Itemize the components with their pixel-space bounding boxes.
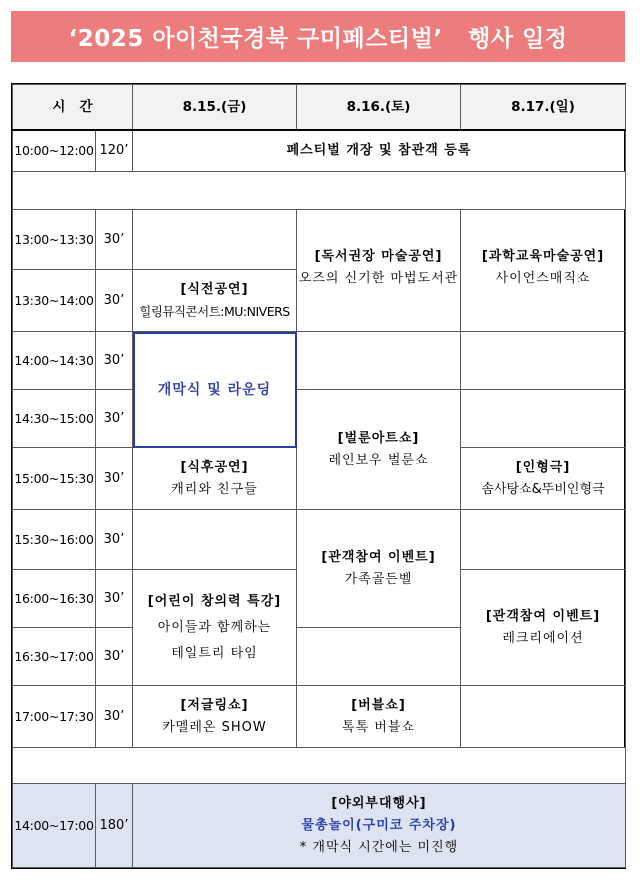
event-sat-balloon — [297, 390, 461, 510]
duration-cell: 180’ — [96, 784, 133, 868]
time-cell: 13:00~13:30 — [13, 210, 96, 270]
event-fri-pre — [133, 270, 297, 332]
time-cell: 14:00~17:00 — [13, 784, 96, 868]
time-cell: 16:30~17:00 — [13, 628, 96, 686]
duration-cell: 30’ — [96, 570, 133, 628]
event-title: [식전공연] — [180, 281, 249, 297]
event-title: [버블쇼] — [351, 697, 406, 713]
header-day-sat: 8.16.(토) — [297, 85, 461, 130]
event-desc: 힐링뮤직콘서트:MU:NIVERS — [139, 303, 290, 319]
duration-cell: 30’ — [96, 390, 133, 448]
table-row — [13, 130, 626, 172]
event-sun-participation — [461, 570, 626, 686]
page-title: ‘2025 아이천국경북 구미페스티벌’ 행사 일정 — [68, 26, 568, 52]
event-desc: 캐리와 친구들 — [171, 481, 258, 497]
opening-registration: 페스티벌 개장 및 참관객 등록 — [133, 130, 626, 172]
event-title: [관객참여 이벤트] — [321, 549, 436, 565]
empty-cell — [461, 510, 626, 570]
event-title: [관객참여 이벤트] — [485, 608, 601, 624]
separator — [13, 172, 626, 210]
event-desc: 아이들과 함께하는 — [157, 619, 272, 635]
duration-cell: 120’ — [96, 130, 133, 172]
duration-cell: 30’ — [96, 332, 133, 390]
event-sat-bubble — [297, 686, 461, 748]
empty-cell — [133, 510, 297, 570]
time-cell: 17:00~17:30 — [13, 686, 96, 748]
table-row — [13, 390, 626, 448]
event-desc: 솜사탕쇼&뚜비인형극 — [481, 481, 605, 497]
event-highlight: 물총놀이(구미코 주차장) — [301, 817, 457, 833]
event-desc: 사이언스매직쇼 — [495, 271, 591, 286]
duration-cell: 30’ — [96, 510, 133, 570]
time-cell: 14:30~15:00 — [13, 390, 96, 448]
event-desc: 톡톡 버블쇼 — [342, 719, 415, 735]
event-desc: 가족골든벨 — [344, 571, 413, 587]
event-sat-participation — [297, 510, 461, 628]
event-title: [어린이 창의력 특강] — [147, 593, 282, 609]
event-title: [인형극] — [515, 459, 571, 475]
separator-row — [13, 172, 626, 210]
empty-cell — [461, 390, 626, 448]
event-title: [식후공연] — [180, 459, 249, 475]
time-cell: 10:00~12:00 — [13, 130, 96, 172]
event-desc: 레크리에이션 — [502, 630, 584, 646]
schedule-table — [12, 84, 626, 868]
event-desc: 레인보우 벌룬쇼 — [328, 452, 429, 468]
duration-cell: 30’ — [96, 270, 133, 332]
header-row — [13, 85, 626, 130]
empty-cell — [297, 628, 461, 686]
event-sun-science — [461, 210, 626, 332]
time-cell: 13:30~14:00 — [13, 270, 96, 332]
event-title: [과학교육마술공연] — [481, 249, 605, 264]
table-row — [13, 210, 626, 270]
event-sun-puppet — [461, 448, 626, 510]
separator — [13, 748, 626, 784]
event-note: * 개막식 시간에는 미진행 — [299, 839, 459, 855]
table-row — [13, 686, 626, 748]
duration-cell: 30’ — [96, 628, 133, 686]
time-cell: 15:30~16:00 — [13, 510, 96, 570]
event-desc: 카멜레온 SHOW — [162, 719, 267, 735]
event-title: [야외부대행사] — [331, 795, 427, 811]
event-sat-magic — [297, 210, 461, 332]
event-desc: 오즈의 신기한 마법도서관 — [298, 271, 459, 286]
header-time: 시 간 — [13, 85, 133, 130]
event-title: [저글링쇼] — [180, 697, 249, 713]
table-row — [13, 510, 626, 570]
event-outdoor — [133, 784, 626, 868]
time-cell: 16:00~16:30 — [13, 570, 96, 628]
time-cell: 15:00~15:30 — [13, 448, 96, 510]
duration-cell: 30’ — [96, 448, 133, 510]
event-fri-creativity — [133, 570, 297, 686]
event-title: [벌룬아트쇼] — [337, 430, 420, 446]
duration-cell: 30’ — [96, 686, 133, 748]
event-fri-post — [133, 448, 297, 510]
duration-cell: 30’ — [96, 210, 133, 270]
time-cell: 14:00~14:30 — [13, 332, 96, 390]
header-day-fri: 8.15.(금) — [133, 85, 297, 130]
separator-row — [13, 748, 626, 784]
empty-cell — [133, 210, 297, 270]
title-banner — [11, 11, 625, 62]
outdoor-row — [13, 784, 626, 868]
empty-cell — [461, 332, 626, 390]
table-row — [13, 332, 626, 390]
event-fri-juggling — [133, 686, 297, 748]
header-day-sun: 8.17.(일) — [461, 85, 626, 130]
event-title: [독서권장 마술공연] — [314, 249, 443, 264]
event-fri-opening: 개막식 및 라운딩 — [133, 332, 297, 448]
empty-cell — [297, 332, 461, 390]
empty-cell — [461, 686, 626, 748]
event-desc: 테일트리 타임 — [171, 645, 258, 661]
